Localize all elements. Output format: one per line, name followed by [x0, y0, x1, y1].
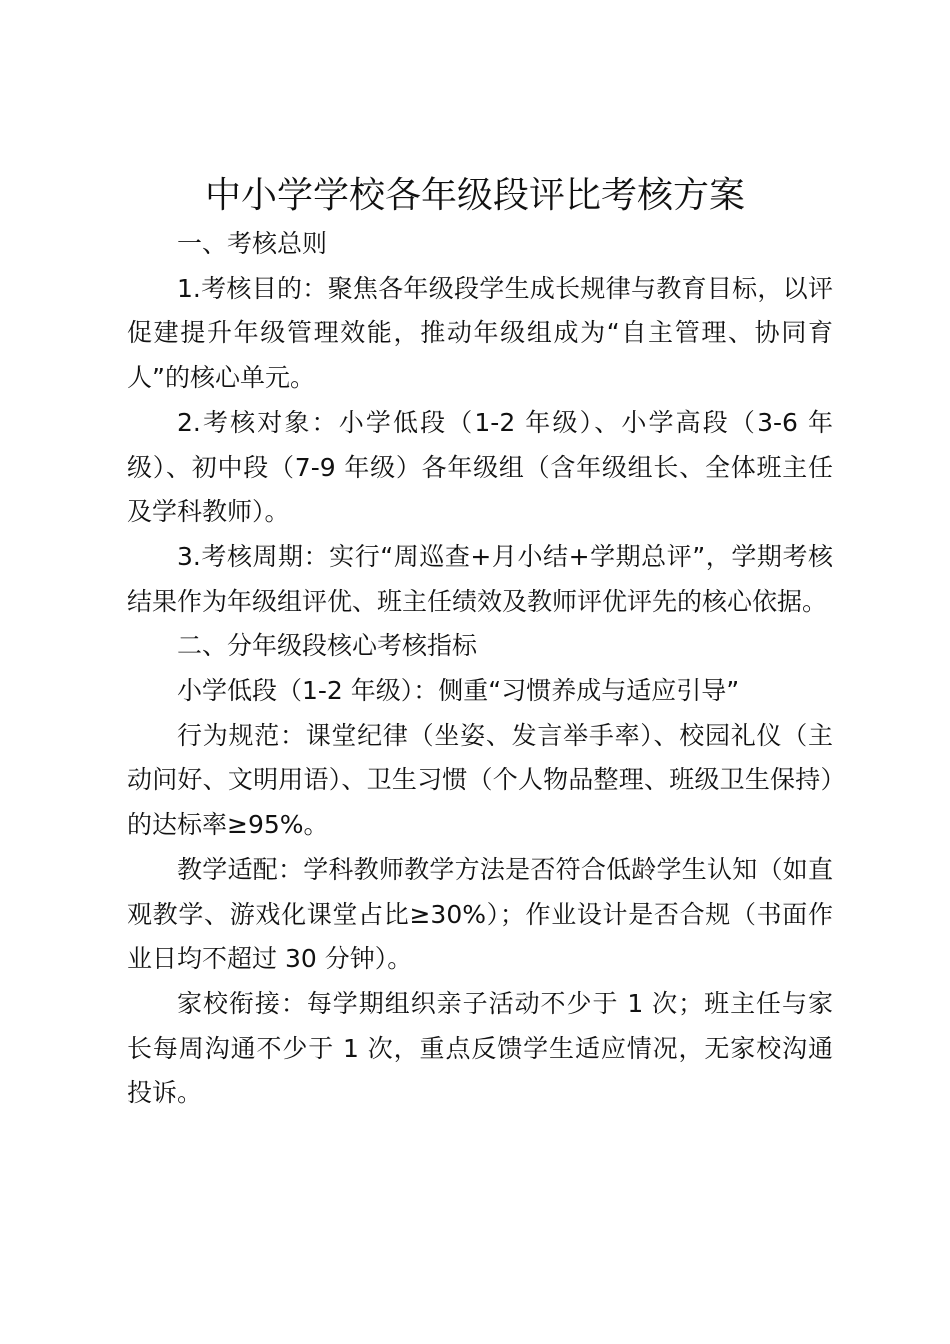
- document-body: [127, 222, 833, 1116]
- paragraph-behavior: 行为规范：课堂纪律（坐姿、发言举手率）、校园礼仪（主动问好、文明用语）、卫生习惯（个人物品整理、班级卫生保持）的达标率≥95%。: [127, 720, 833, 840]
- paragraph-lower-primary: 小学低段（1-2 年级）：侧重“习惯养成与适应引导”: [177, 676, 740, 706]
- document-title: 中小学学校各年级段评比考核方案: [204, 175, 745, 216]
- paragraph-home-school: 家校衔接：每学期组织亲子活动不少于 1 次；班主任与家长每周沟通不少于 1 次，重点反馈学生适应情况，无家校沟通投诉。: [127, 988, 833, 1108]
- paragraph-target: 2.考核对象：小学低段（1-2 年级）、小学高段（3-6 年级）、初中段（7-9 年级）各年级组（含年级组长、全体班主任及学科教师）。: [127, 407, 833, 527]
- paragraph-purpose: 1.考核目的：聚焦各年级段学生成长规律与教育目标，以评促建提升年级管理效能，推动年级组成为“自主管理、协同育人”的核心单元。: [127, 273, 833, 393]
- section-heading-indicators: 二、分年级段核心考核指标: [177, 631, 478, 661]
- paragraph-cycle: 3.考核周期：实行“周巡查+月小结+学期总评”，学期考核结果作为年级组评优、班主任绩效及教师评优评先的核心依据。: [127, 541, 833, 616]
- paragraph-teaching: 教学适配：学科教师教学方法是否符合低龄学生认知（如直观教学、游戏化课堂占比≥30%）；作业设计是否合规（书面作业日均不超过 30 分钟）。: [127, 854, 833, 974]
- section-heading-general: 一、考核总则: [177, 229, 328, 258]
